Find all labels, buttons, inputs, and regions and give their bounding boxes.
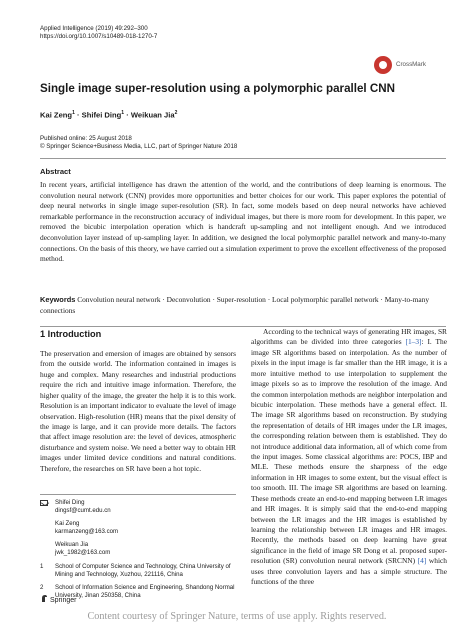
courtesy-notice: Content courtesy of Springer Nature, terms of use apply. Rights reserved. xyxy=(87,611,387,622)
publisher-footer xyxy=(40,594,76,604)
author-separator: · xyxy=(126,110,129,120)
author-separator: · xyxy=(76,110,80,120)
body-paragraph-left: The preservation and emersion of images are obtained by sensors from the outside world. The information contained in images is huge and complex. Many researches and industrial productions require the rich and intuitive image information. Therefore, the higher quality of the image, the greater the help it is to this work. Resolution is an important indicator to evaluate the level of image observation. High-resolution (HR) means that the pixel density of the image is large, and it can provide more details. The factors that affect image resolution are: the level of devices, atmospheric disturbance and system noise. We need a better way to obtain HR images under limited device conditions and natural conditions. Therefore, the researches on SR have been a hot topic. xyxy=(40,349,236,473)
springer-horse-icon xyxy=(40,594,48,603)
contact-name: Kai Zeng xyxy=(55,520,80,527)
author-name: Shifei Ding xyxy=(81,110,122,120)
contact-name: Weikuan Jia xyxy=(55,541,89,548)
author-name: Kai Zeng xyxy=(40,110,73,120)
abstract-text: In recent years, artificial intelligence has drawn the attention of the world, and the contributions of deep learning is enormous. The convolution neural network (CNN) provides more opportunities and better choices for our work. This paper explores the potential of deep neural networks in single image super-resolution (SR). In fact, some models based on deep neural networks have achieved remarkable performance in the reconstruction accuracy of individual images, but there is more room for development. In this paper, we removed the bicubic interpolation operation which is handcraft up-sampling and not intelligent enough. And we introduced deconvolution layer instead of up-sampling layer. In addition, we designed the local polymorphic parallel network and many-to-many connections. On the basis of this theory, we have carried out a simulation experiment to prove the excellent effectiveness of the proposed method. xyxy=(40,180,446,264)
journal-volume-line: Applied Intelligence (2019) 49:292–300 xyxy=(40,25,148,32)
abstract-heading: Abstract xyxy=(40,167,71,176)
crossmark-badge[interactable] xyxy=(374,55,444,77)
keywords-label: Keywords xyxy=(40,295,76,304)
body-paragraph-right xyxy=(251,327,447,588)
published-date: Published online: 25 August 2018 xyxy=(40,135,132,142)
body-text: which uses three convolution layers and has a simple structure. The functions of the three xyxy=(251,556,447,587)
contact-email[interactable]: jwk_1982@163.com xyxy=(55,549,111,556)
affiliation-number: 2 xyxy=(40,584,44,591)
journal-citation xyxy=(40,25,157,41)
section-heading: 1 Introduction xyxy=(40,329,102,339)
envelope-icon xyxy=(40,500,48,506)
citation-link[interactable]: [1–3] xyxy=(405,337,422,347)
contact-email[interactable]: karmanzeng@163.com xyxy=(55,528,119,535)
crossmark-label: CrossMark xyxy=(396,61,426,68)
body-text: According to the technical ways of generating HR images, SR algorithms can be divided into three categories xyxy=(251,327,447,347)
affiliation-text: School of Information Science and Engineering, Shandong Normal University, Jinan 250358, China xyxy=(55,584,235,599)
citation-link[interactable]: [4] xyxy=(417,556,427,566)
author-affil-mark: 1 xyxy=(72,110,75,116)
author-name: Weikuan Jia xyxy=(130,110,175,120)
contact-name: Shifei Ding xyxy=(55,499,85,506)
body-text: : I. The image SR algorithms based on interpolation. As the number of pixels in the input image is far smaller than the HR image, it is a more intuitive method to use interpolation to supplement the image pixels so as to improve the resolution of the image. And the common interpolation methods are neighbor interpolation and bicubic interpolation. These methods have a general effect. II. The image SR algorithms based on reconstruction. By studying the representation of details of HR images under the LR images, the corresponding relation between them is established. They do not introduce additional data information, all of which come from the input images. Some classical algorithms are: POCS, IBP and MLE. These methods ensure the sharpness of the edge information in HR images to some extent, but the visual effect is too smooth. III. The image SR algorithms are based on learning. These methods create an end-to-end mapping between LR images and HR images. It is simply said that the end-to-end mapping between the LR images and the HR images is established by learning the relationship between LR images and HR images. Recently, the methods based on deep learning have great significance in the field of image SR Dong et al. proposed super-resolution (SR) convolution neural network (SRCNN) xyxy=(251,337,448,566)
author-list xyxy=(40,110,177,120)
author-affil-mark: 1 xyxy=(121,110,125,116)
keywords-text: Convolution neural network · Deconvolution · Super-resolution · Local polymorphic parallel network · Many-to-many connections xyxy=(40,295,430,315)
copyright-notice: © Springer Science+Business Media, LLC, part of Springer Nature 2018 xyxy=(40,143,238,151)
affiliation-text: School of Computer Science and Technology, China University of Mining and Technology, Xuzhou, 221116, China xyxy=(55,563,231,578)
author-affil-mark: 2 xyxy=(174,110,178,116)
paper-title: Single image super-resolution using a polymorphic parallel CNN xyxy=(40,82,395,95)
divider xyxy=(40,158,446,159)
affiliation-number: 1 xyxy=(40,563,44,570)
publisher-name: Springer xyxy=(50,597,77,604)
doi-link[interactable]: https://doi.org/10.1007/s10489-018-1270-7 xyxy=(40,33,158,41)
footnote-divider xyxy=(40,494,236,495)
keywords xyxy=(40,294,446,316)
publication-info xyxy=(40,135,237,152)
crossmark-icon xyxy=(374,56,392,74)
contact-email[interactable]: dingsf@cumt.edu.cn xyxy=(55,507,111,514)
